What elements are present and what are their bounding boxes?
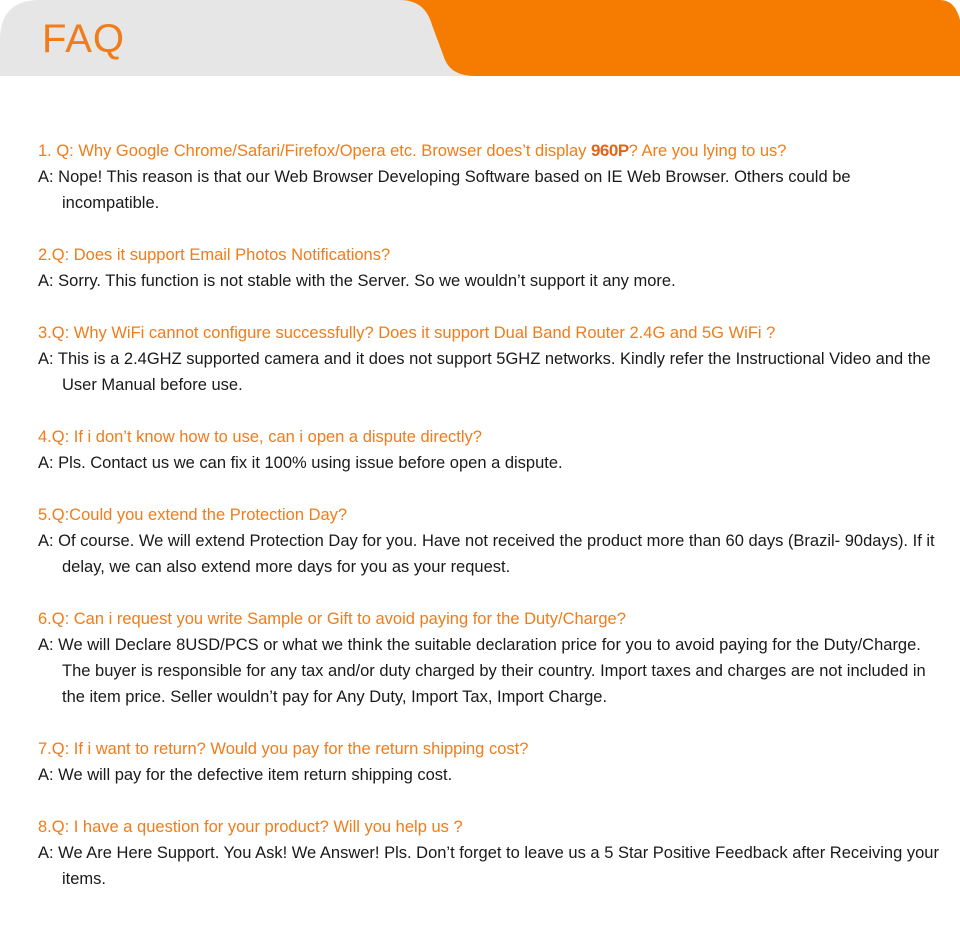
faq-item-6 xyxy=(38,606,943,710)
faq-list xyxy=(38,138,943,918)
page-title: FAQ xyxy=(42,17,126,61)
question-highlight: 960P xyxy=(590,141,629,160)
faq-item-7 xyxy=(38,736,943,788)
faq-answer-2: A: Sorry. This function is not stable with the Server. So we wouldn’t support it any more. xyxy=(38,272,676,290)
faq-item-1 xyxy=(38,138,943,216)
faq-item-5 xyxy=(38,502,943,580)
faq-answer-7: A: We will pay for the defective item return shipping cost. xyxy=(38,766,453,784)
faq-answer-8: A: We Are Here Support. You Ask! We Answer! Pls. Don’t forget to leave us a 5 Star Positive Feedback after Receiving your items. xyxy=(38,844,939,888)
faq-question-5: 5.Q:Could you extend the Protection Day? xyxy=(38,506,348,524)
faq-answer-6: A: We will Declare 8USD/PCS or what we think the suitable declaration price for you to avoid paying for the Duty/Charge. The buyer is responsible for any tax and/or duty charged by their country. Import taxes and charges are not included in the item price. Seller wouldn’t pay for Any Duty, Import Tax, Import Charge. xyxy=(38,636,926,706)
faq-answer-5: A: Of course. We will extend Protection Day for you. Have not received the product more than 60 days (Brazil- 90days). If it delay, we can also extend more days for you as your request. xyxy=(38,532,935,576)
header-banner xyxy=(0,0,960,76)
faq-answer-1: A: Nope! This reason is that our Web Browser Developing Software based on IE Web Browser. Others could be incompatible. xyxy=(38,168,851,212)
faq-question-7: 7.Q: If i want to return? Would you pay for the return shipping cost? xyxy=(38,740,529,758)
question-text: 1. Q: Why Google Chrome/Safari/Firefox/Opera etc. Browser does’t display xyxy=(38,142,591,160)
faq-question-1 xyxy=(38,138,943,164)
faq-question-4: 4.Q: If i don’t know how to use, can i open a dispute directly? xyxy=(38,428,482,446)
faq-answer-4: A: Pls. Contact us we can fix it 100% using issue before open a dispute. xyxy=(38,454,563,472)
faq-question-6: 6.Q: Can i request you write Sample or Gift to avoid paying for the Duty/Charge? xyxy=(38,610,626,628)
faq-question-3: 3.Q: Why WiFi cannot configure successfully? Does it support Dual Band Router 2.4G and 5G WiFi ? xyxy=(38,324,776,342)
faq-header xyxy=(0,0,960,76)
faq-item-8 xyxy=(38,814,943,892)
faq-item-4 xyxy=(38,424,943,476)
faq-item-3 xyxy=(38,320,943,398)
faq-answer-3: A: This is a 2.4GHZ supported camera and it does not support 5GHZ networks. Kindly refer the Instructional Video and the User Manual before use. xyxy=(38,350,931,394)
faq-question-8: 8.Q: I have a question for your product? Will you help us ? xyxy=(38,818,463,836)
faq-item-2 xyxy=(38,242,943,294)
faq-question-2: 2.Q: Does it support Email Photos Notifications? xyxy=(38,246,391,264)
question-text: ? Are you lying to us? xyxy=(628,142,787,160)
